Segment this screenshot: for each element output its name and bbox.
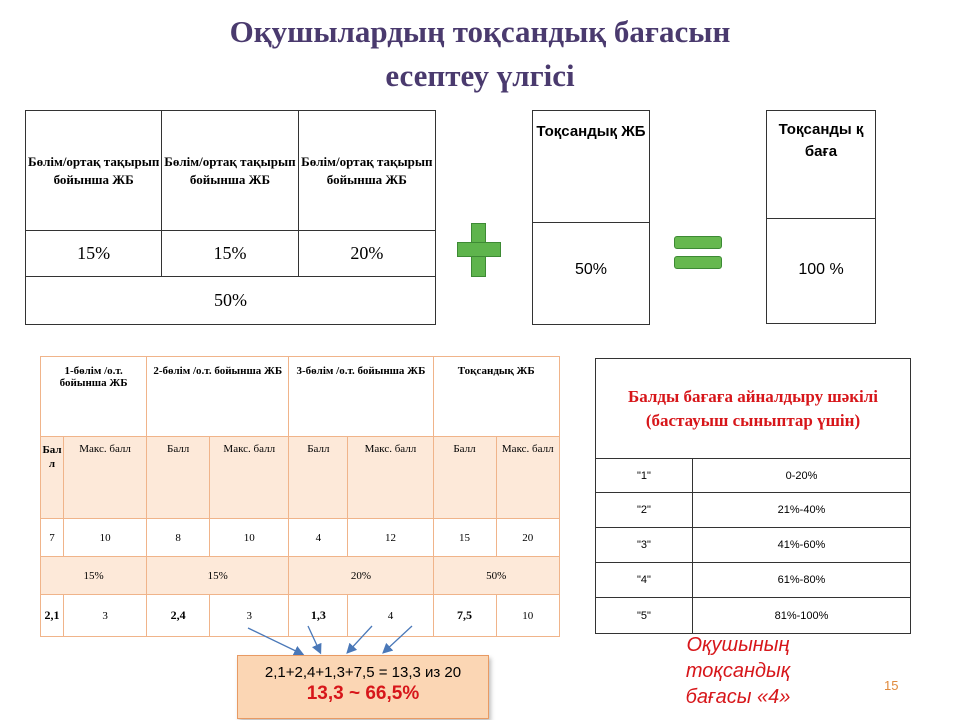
calc-header-2: 2-бөлім /о.т. бойынша ЖБ bbox=[147, 357, 289, 437]
calc-table bbox=[40, 356, 560, 637]
title-line-2: есептеу үлгісі bbox=[385, 58, 575, 93]
calc-sub-8: Макс. балл bbox=[496, 437, 560, 519]
calc-result-6: 4 bbox=[348, 595, 433, 637]
calc-score-7: 15 bbox=[433, 519, 496, 557]
quarter-value: 100 % bbox=[798, 261, 844, 278]
conversion-range-5: 81%-100% bbox=[693, 598, 911, 634]
calc-sub-1: Балл bbox=[41, 437, 64, 519]
calc-percent-3: 20% bbox=[289, 557, 433, 595]
calc-percent-2: 15% bbox=[147, 557, 289, 595]
arrow-2 bbox=[308, 626, 320, 652]
calc-score-5: 4 bbox=[289, 519, 348, 557]
calc-result-5: 1,3 bbox=[289, 595, 348, 637]
soch-value: 50% bbox=[574, 261, 608, 278]
calc-sub-7: Балл bbox=[433, 437, 496, 519]
calc-score-3: 8 bbox=[147, 519, 210, 557]
calc-sub-3: Балл bbox=[147, 437, 210, 519]
calc-result-4: 3 bbox=[210, 595, 289, 637]
sor-percent-3: 20% bbox=[298, 231, 435, 277]
conversion-grade-1: "1" bbox=[596, 459, 693, 493]
sor-total: 50% bbox=[26, 277, 436, 325]
soch-box bbox=[532, 110, 650, 325]
conversion-grade-3: "3" bbox=[596, 528, 693, 563]
conversion-grade-2: "2" bbox=[596, 493, 693, 528]
conversion-range-4: 61%-80% bbox=[693, 563, 911, 598]
calc-sub-4: Макс. балл bbox=[210, 437, 289, 519]
sor-percent-1: 15% bbox=[26, 231, 162, 277]
quarter-header: Тоқсанды қ баға bbox=[767, 111, 875, 219]
student-grade-line-1: Оқушының bbox=[686, 634, 790, 656]
arrow-4 bbox=[384, 626, 412, 652]
sor-header-2: Бөлім/ортақ тақырып бойынша ЖБ bbox=[162, 111, 298, 231]
calc-score-1: 7 bbox=[41, 519, 64, 557]
sor-header-1: Бөлім/ортақ тақырып бойынша ЖБ bbox=[26, 111, 162, 231]
calculation-result: 13,3 ~ 66,5% bbox=[306, 683, 420, 704]
calculation-formula: 2,1+2,4+1,3+7,5 = 13,3 из 20 bbox=[264, 664, 462, 681]
quarter-box bbox=[766, 110, 876, 324]
calc-result-7: 7,5 bbox=[433, 595, 496, 637]
conversion-range-1: 0-20% bbox=[693, 459, 911, 493]
calc-score-6: 12 bbox=[348, 519, 433, 557]
calc-result-8: 10 bbox=[496, 595, 560, 637]
calc-result-1: 2,1 bbox=[41, 595, 64, 637]
conversion-range-2: 21%-40% bbox=[693, 493, 911, 528]
conversion-grade-5: "5" bbox=[596, 598, 693, 634]
calc-sub-5: Балл bbox=[289, 437, 348, 519]
sor-header-3: Бөлім/ортақ тақырып бойынша ЖБ bbox=[298, 111, 435, 231]
calc-result-3: 2,4 bbox=[147, 595, 210, 637]
conversion-table bbox=[595, 358, 911, 634]
calc-percent-4: 50% bbox=[433, 557, 560, 595]
soch-header: Тоқсандық ЖБ bbox=[533, 111, 649, 223]
title-line-1: Оқушылардың тоқсандық бағасын bbox=[229, 14, 731, 49]
arrows-graphic bbox=[240, 620, 420, 660]
calc-result-2: 3 bbox=[64, 595, 147, 637]
calc-score-8: 20 bbox=[496, 519, 560, 557]
student-grade-line-2: тоқсандық bbox=[685, 660, 791, 682]
student-grade bbox=[648, 632, 828, 710]
calc-header-1: 1-бөлім /о.т. бойынша ЖБ bbox=[41, 357, 147, 437]
calc-header-3: 3-бөлім /о.т. бойынша ЖБ bbox=[289, 357, 433, 437]
calc-sub-2: Макс. балл bbox=[64, 437, 147, 519]
arrow-3 bbox=[348, 626, 372, 652]
calc-header-4: Тоқсандық ЖБ bbox=[433, 357, 560, 437]
page-number: 15 bbox=[884, 678, 899, 693]
sor-percent-2: 15% bbox=[162, 231, 298, 277]
conversion-grade-4: "4" bbox=[596, 563, 693, 598]
calc-sub-6: Макс. балл bbox=[348, 437, 433, 519]
calc-percent-1: 15% bbox=[41, 557, 147, 595]
student-grade-line-3: бағасы «4» bbox=[685, 686, 791, 708]
calc-score-2: 10 bbox=[64, 519, 147, 557]
conversion-range-3: 41%-60% bbox=[693, 528, 911, 563]
calc-score-4: 10 bbox=[210, 519, 289, 557]
calculation-box bbox=[237, 655, 489, 719]
page-title bbox=[120, 12, 840, 96]
arrow-1 bbox=[248, 628, 302, 654]
plus-icon bbox=[457, 223, 499, 275]
sor-table bbox=[25, 110, 436, 325]
conversion-title: Балды бағаға айналдыру шәкілі (бастауыш сыныптар үшін) bbox=[596, 359, 911, 459]
equals-icon bbox=[674, 236, 720, 270]
